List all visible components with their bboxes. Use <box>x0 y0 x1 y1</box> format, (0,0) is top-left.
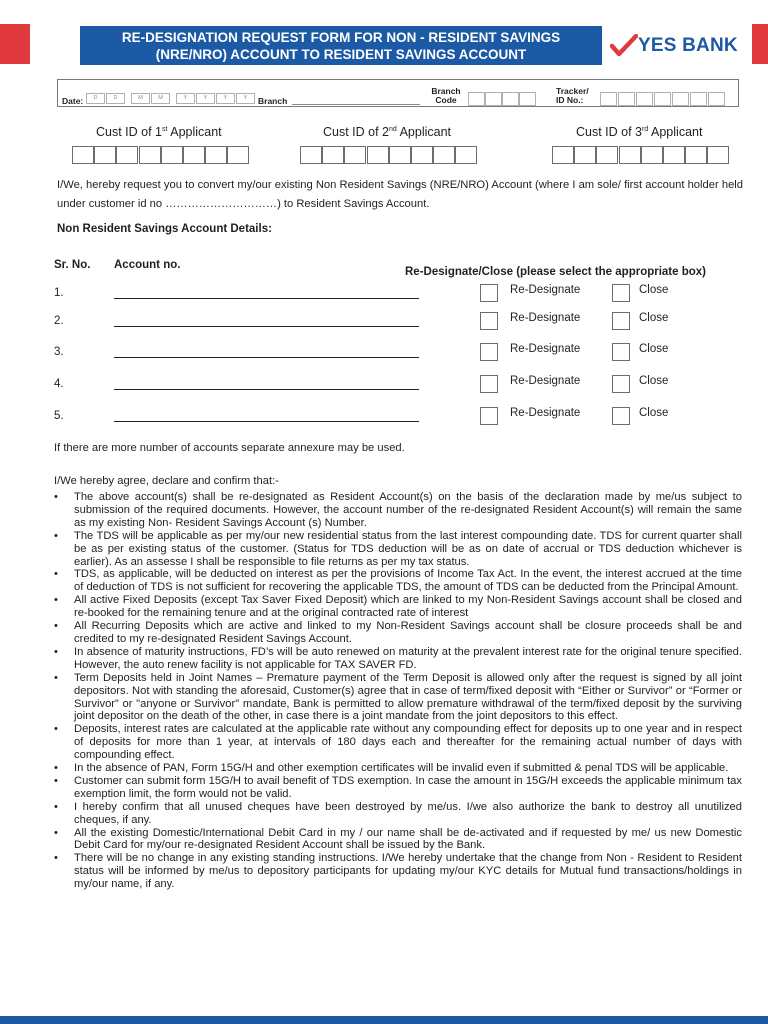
cust-id-2-digit-box[interactable] <box>411 146 433 164</box>
yes-bank-logo <box>610 32 745 60</box>
date-digit-box[interactable]: Y <box>196 93 215 104</box>
annexure-note: If there are more number of accounts separate annexure may be used. <box>54 442 405 454</box>
branch-code-digit-box[interactable] <box>519 92 536 106</box>
cust-id-2-digit-box[interactable] <box>322 146 344 164</box>
tracker-digit-box[interactable] <box>690 92 707 106</box>
cust-id-2-digit-box[interactable] <box>433 146 455 164</box>
account-no-line[interactable] <box>114 389 419 390</box>
branch-code-digit-box[interactable] <box>502 92 519 106</box>
close-label: Close <box>639 375 669 387</box>
cust-id-2-digit-box[interactable] <box>344 146 366 164</box>
cust-id-1-label: Cust ID of 1st Applicant <box>96 125 222 139</box>
close-checkbox[interactable] <box>612 407 630 425</box>
cust-id-2-digit-box[interactable] <box>455 146 477 164</box>
row-number: 1. <box>54 287 64 299</box>
cust-id-2-digit-box[interactable] <box>389 146 411 164</box>
redesignate-label: Re-Designate <box>510 312 581 324</box>
tracker-digit-box[interactable] <box>654 92 671 106</box>
branch-label: Branch <box>258 96 288 106</box>
close-label: Close <box>639 284 669 296</box>
declaration-item: • The TDS will be applicable as per my/our new residential status from the last interest compounding date. TDS for current quarter shall be as per existing status of the customer. (Status for TDS deduction will be as on date of accrual or TDS deduction whichever is earlier). As an assesse I shall be responsible to file returns as per my tax status. <box>52 530 742 569</box>
close-checkbox[interactable] <box>612 284 630 302</box>
checkmark-logo-icon <box>610 34 638 58</box>
redesignate-checkbox[interactable] <box>480 375 498 393</box>
redesignate-label: Re-Designate <box>510 375 581 387</box>
cust-id-1-digit-box[interactable] <box>183 146 205 164</box>
account-no-header: Account no. <box>114 259 181 271</box>
cust-id-3-digit-box[interactable] <box>641 146 663 164</box>
cust-id-1-digit-box[interactable] <box>116 146 138 164</box>
form-title-line-1: RE-DESIGNATION REQUEST FORM FOR NON - RESIDENT SAVINGS <box>121 30 561 45</box>
cust-id-3-digit-box[interactable] <box>596 146 618 164</box>
branch-code-digit-box[interactable] <box>468 92 485 106</box>
declaration-item: • There will be no change in any existing standing instructions. I/We hereby undertake that the change from Non - Resident to Resident status will be informed by me/us to depository participants for updating my/our KYC details for Mutual fund transactions/holdings in my/our name, if any. <box>52 852 742 891</box>
action-header: Re-Designate/Close (please select the appropriate box) <box>405 266 707 278</box>
declaration-list <box>52 491 742 891</box>
cust-id-3-digit-box[interactable] <box>552 146 574 164</box>
cust-id-3-digit-box[interactable] <box>574 146 596 164</box>
tracker-digit-box[interactable] <box>636 92 653 106</box>
declaration-item: • In the absence of PAN, Form 15G/H and other exemption certificates will be invalid even if submitted & penal TDS will be applicable. <box>52 762 742 775</box>
close-checkbox[interactable] <box>612 312 630 330</box>
section-title: Non Resident Savings Account Details: <box>57 223 272 235</box>
declaration-item: • Deposits, interest rates are calculated at the applicable rate without any compounding effect for deposits up to one year and in respect of deposits for more than 1 year, at intervals of 180 days each and thereafter for the remaining actual number of days with compounding effect. <box>52 723 742 762</box>
cust-id-3-digit-box[interactable] <box>619 146 641 164</box>
declaration-item: • All Recurring Deposits which are active and linked to my Non-Resident Savings account shall be closure proceeds shall be and credited to my re-designated Resident Savings Account. <box>52 620 742 646</box>
cust-id-1-digit-box[interactable] <box>205 146 227 164</box>
tracker-digit-box[interactable] <box>618 92 635 106</box>
tracker-digit-box[interactable] <box>600 92 617 106</box>
cust-id-2-label: Cust ID of 2nd Applicant <box>323 125 452 139</box>
branch-field[interactable] <box>292 104 420 105</box>
close-checkbox[interactable] <box>612 375 630 393</box>
redesignate-checkbox[interactable] <box>480 312 498 330</box>
redesignate-checkbox[interactable] <box>480 284 498 302</box>
redesignate-label: Re-Designate <box>510 284 581 296</box>
logo-text: YES BANK <box>638 35 738 56</box>
close-label: Close <box>639 407 669 419</box>
declaration-item: • Term Deposits held in Joint Names – Premature payment of the Term Deposit is allowed only after the request is signed by all joint depositors. Not with standing the aforesaid, Customer(s) agree that in case of term/fixed deposit with “Either or Survivor” or “Former or Survivor” or "anyone or Survivor" mandate, Bank is permitted to allow premature withdrawal of the term/fixed deposit by the surviving joint depositor on the death of the other, in case there is a joint mandate from the joint depositors to this effect. <box>52 672 742 724</box>
row-number: 4. <box>54 378 64 390</box>
date-digit-box[interactable]: Y <box>236 93 255 104</box>
close-label: Close <box>639 312 669 324</box>
bottom-bar <box>0 1016 768 1024</box>
row-number: 5. <box>54 410 64 422</box>
date-digit-box[interactable]: M <box>131 93 150 104</box>
close-checkbox[interactable] <box>612 343 630 361</box>
redesignate-label: Re-Designate <box>510 343 581 355</box>
account-no-line[interactable] <box>114 357 419 358</box>
left-red-tab <box>0 24 30 64</box>
account-no-line[interactable] <box>114 421 419 422</box>
form-title-line-2: (NRE/NRO) ACCOUNT TO RESIDENT SAVINGS ACCOUNT <box>155 47 527 62</box>
date-digit-box[interactable]: D <box>106 93 125 104</box>
cust-id-1-digit-box[interactable] <box>94 146 116 164</box>
cust-id-2-digit-box[interactable] <box>367 146 389 164</box>
date-digit-box[interactable]: Y <box>216 93 235 104</box>
cust-id-1-digit-box[interactable] <box>72 146 94 164</box>
declaration-intro: I/We hereby agree, declare and confirm that:- <box>54 475 279 487</box>
tracker-id-label: Tracker/ ID No.: <box>556 86 589 105</box>
declaration-item: • All the existing Domestic/International Debit Card in my / our name shall be de-activated and if requested by me/ us new Domestic Debit Card for my/our re-designated Resident Account shall be issued by the Bank. <box>52 827 742 853</box>
declaration-item: • I hereby confirm that all unused cheques have been destroyed by me/us. I/we also authorize the bank to destroy all unutilized cheques, if any. <box>52 801 742 827</box>
tracker-digit-box[interactable] <box>672 92 689 106</box>
cust-id-2-digit-box[interactable] <box>300 146 322 164</box>
redesignate-checkbox[interactable] <box>480 343 498 361</box>
date-digit-box[interactable]: D <box>86 93 105 104</box>
redesignate-checkbox[interactable] <box>480 407 498 425</box>
row-number: 2. <box>54 315 64 327</box>
declaration-item: • In absence of maturity instructions, FD’s will be auto renewed on maturity at the prevalent interest rate for the original tenure specified. However, the auto renew facility is not applicable for TAX SAVER FD. <box>52 646 742 672</box>
tracker-digit-box[interactable] <box>708 92 725 106</box>
cust-id-1-digit-box[interactable] <box>139 146 161 164</box>
branch-code-digit-box[interactable] <box>485 92 502 106</box>
branch-code-label: Branch Code <box>431 86 461 105</box>
declaration-item: • TDS, as applicable, will be deducted on interest as per the provisions of Income Tax Act. In the event, the interest accrued at the time of deduction of TDS is not sufficient for recovering the applicable TDS, the amount of TDS can be deducted from the Principal Amount. <box>52 568 742 594</box>
redesignate-label: Re-Designate <box>510 407 581 419</box>
right-red-tab <box>752 24 768 64</box>
cust-id-3-digit-box[interactable] <box>707 146 729 164</box>
account-no-line[interactable] <box>114 326 419 327</box>
cust-id-1-digit-box[interactable] <box>161 146 183 164</box>
sr-no-header: Sr. No. <box>54 259 91 271</box>
declaration-item: • All active Fixed Deposits (except Tax Saver Fixed Deposit) which are linked to my Non-Resident Savings account shall be closed and re-booked for the remaining tenure and at the original contracted rate of interest <box>52 594 742 620</box>
date-digit-box[interactable]: M <box>151 93 170 104</box>
form-title <box>80 26 602 65</box>
cust-id-3-label: Cust ID of 3rd Applicant <box>576 125 703 139</box>
cust-id-3-digit-box[interactable] <box>663 146 685 164</box>
declaration-item: • The above account(s) shall be re-designated as Resident Account(s) on the basis of the declaration made by me/us subject to submission of the required documents. However, the account number of the re-designated Resident Account(s) will remain the same as my existing Non- Resident Savings Account (s) Number. <box>52 491 742 530</box>
request-paragraph: I/We, hereby request you to convert my/our existing Non Resident Savings (NRE/NRO) Account (where I am sole/ first account holder held under customer id no …………………………) to Resident Savings Account. <box>57 179 743 210</box>
date-label: Date: <box>62 96 84 106</box>
cust-id-1-digit-box[interactable] <box>227 146 249 164</box>
close-label: Close <box>639 343 669 355</box>
cust-id-3-digit-box[interactable] <box>685 146 707 164</box>
date-digit-box[interactable]: Y <box>176 93 195 104</box>
row-number: 3. <box>54 346 64 358</box>
declaration-item: • Customer can submit form 15G/H to avail benefit of TDS exemption. In case the amount in 15G/H exceeds the applicable minimum tax exemption limit, the form would not be valid. <box>52 775 742 801</box>
account-no-line[interactable] <box>114 298 419 299</box>
